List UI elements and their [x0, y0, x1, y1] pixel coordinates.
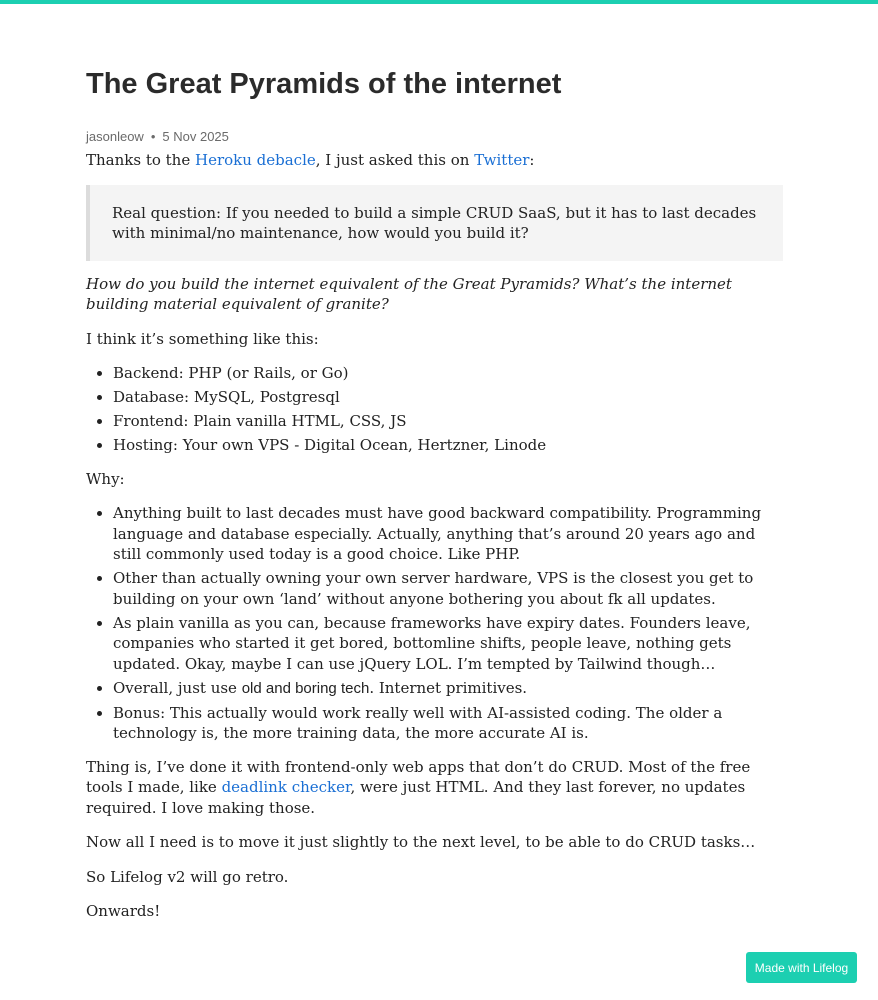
question-paragraph: How do you build the internet equivalent of the Great Pyramids? What’s the internet building material equivalent of granite? — [86, 274, 732, 313]
list-item: • Hosting: Your own VPS - Digital Ocean, Hertzner, Linode — [113, 435, 786, 456]
intro-paragraph: Thanks to the Heroku debacle, I just asked this on Twitter: — [86, 151, 535, 169]
quote-text: Real question: If you needed to build a simple CRUD SaaS, but it has to last decades with minimal/no maintenance, how would you build it? — [112, 203, 757, 242]
deadlink-checker-link[interactable]: deadlink checker — [221, 778, 351, 796]
tweet-quote — [86, 185, 783, 261]
think-paragraph: I think it’s something like this: — [86, 329, 319, 348]
thing-paragraph: Thing is, I’ve done it with frontend-only web apps that don’t do CRUD. Most of the free tools I made, like deadlink checker, were just HTML. And they last forever, no updates required. I love making those. — [86, 757, 751, 817]
post-date: 5 Nov 2025 — [162, 129, 229, 144]
list-item: • Anything built to last decades must have good backward compatibility. Programming language and database especially. Actually, anything that’s around 20 years ago and still commonly used today is a good choice. Like PHP. — [113, 503, 786, 565]
onwards-paragraph: Onwards! — [86, 902, 161, 920]
made-with-lifelog-button[interactable]: Made with Lifelog — [746, 952, 857, 983]
post-title: The Great Pyramids of the internet — [86, 68, 562, 100]
boring-tech-phrase: old and boring tech — [241, 679, 370, 697]
list-item: • Overall, just use old and boring tech. Internet primitives. — [113, 678, 786, 700]
lifelog-paragraph: So Lifelog v2 will go retro. — [86, 867, 289, 886]
now-paragraph: Now all I need is to move it just slightly to the next level, to be able to do CRUD tasks… — [86, 833, 756, 851]
stack-list — [86, 363, 786, 456]
twitter-link[interactable]: Twitter — [474, 151, 530, 169]
list-item: • Other than actually owning your own server hardware, VPS is the closest you get to building on your own ‘land’ without anyone bothering you about fk all updates. — [113, 568, 786, 609]
post-author[interactable]: jasonleow — [86, 129, 144, 144]
list-item: • As plain vanilla as you can, because frameworks have expiry dates. Founders leave, companies who started it get bored, bottomline shifts, people leave, nothing gets updated. Okay, maybe I can use jQuery LOL. I’m tempted by Tailwind though… — [113, 613, 786, 675]
top-accent-bar — [0, 0, 878, 4]
why-paragraph: Why: — [86, 469, 125, 488]
post-body — [86, 150, 786, 936]
list-item: • Database: MySQL, Postgresql — [113, 387, 786, 408]
list-item: • Backend: PHP (or Rails, or Go) — [113, 363, 786, 384]
heroku-debacle-link[interactable]: Heroku debacle — [194, 151, 316, 169]
list-item: • Frontend: Plain vanilla HTML, CSS, JS — [113, 411, 786, 432]
post-meta — [86, 129, 229, 144]
list-item: • Bonus: This actually would work really well with AI-assisted coding. The older a technology is, the more training data, the more accurate AI is. — [113, 703, 786, 744]
reasons-list — [86, 503, 786, 744]
meta-separator: • — [150, 129, 156, 144]
